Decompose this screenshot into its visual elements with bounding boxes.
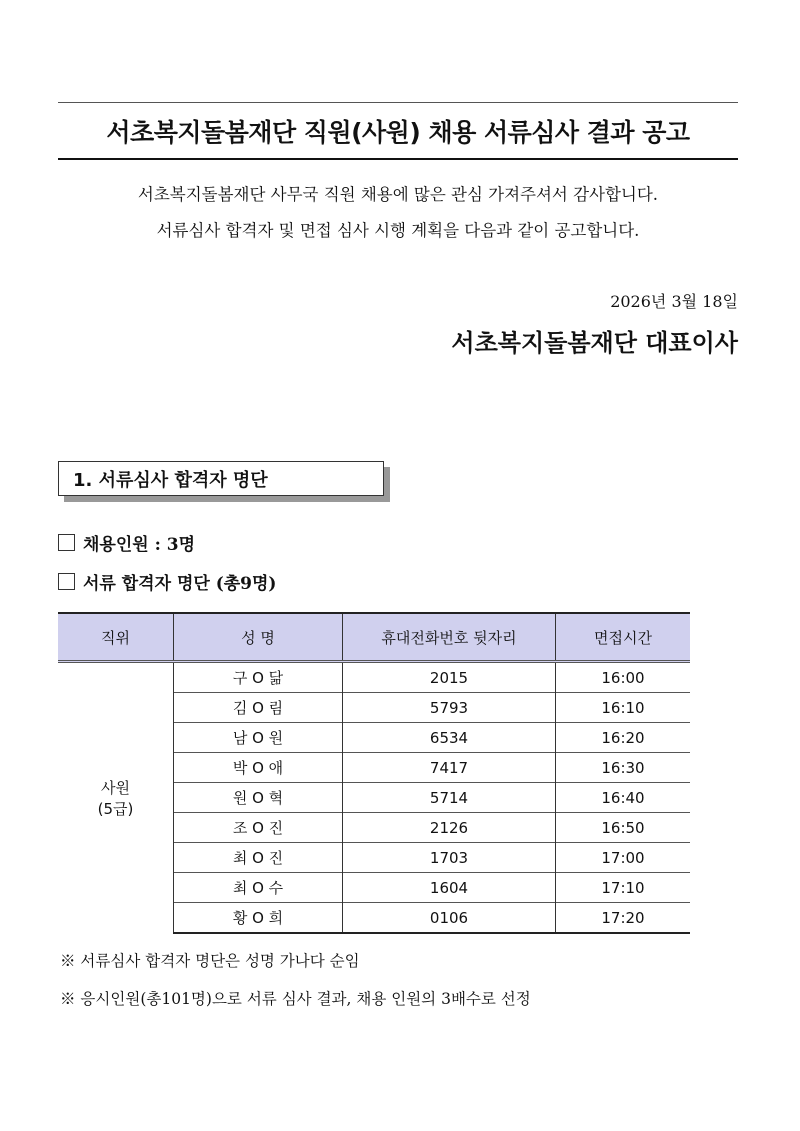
name-cell: 조 O 진: [174, 813, 343, 843]
interview-time-cell: 16:40: [556, 783, 691, 813]
col-header-name: 성 명: [174, 613, 343, 662]
name-cell: 박 O 애: [174, 753, 343, 783]
interview-time-cell: 16:10: [556, 693, 691, 723]
announcement-date: 2026년 3월 18일: [610, 292, 738, 311]
interview-time-cell: 17:20: [556, 903, 691, 934]
passers-table: [58, 612, 690, 934]
item-hiring-count: [58, 530, 195, 555]
name-cell: 구 O 닮: [174, 662, 343, 693]
interview-time-cell: 16:50: [556, 813, 691, 843]
position-cell: [58, 662, 174, 934]
name-cell: 원 O 혁: [174, 783, 343, 813]
item-text: 채용인원 : 3명: [83, 535, 196, 555]
name-cell: 김 O 림: [174, 693, 343, 723]
interview-time-cell: 16:30: [556, 753, 691, 783]
table-row: [58, 662, 690, 693]
interview-time-cell: 16:20: [556, 723, 691, 753]
section-heading: 1. 서류심사 합격자 명단: [58, 461, 384, 496]
phone-last-digits-cell: 7417: [343, 753, 556, 783]
name-cell: 최 O 진: [174, 843, 343, 873]
interview-time-cell: 17:00: [556, 843, 691, 873]
phone-last-digits-cell: 6534: [343, 723, 556, 753]
name-cell: 황 O 희: [174, 903, 343, 934]
name-cell: 최 O 수: [174, 873, 343, 903]
footnote-1: ※ 서류심사 합격자 명단은 성명 가나다 순임: [60, 952, 360, 970]
name-cell: 남 O 원: [174, 723, 343, 753]
item-passers-list: [58, 569, 276, 594]
col-header-position: 직위: [58, 613, 174, 662]
document-title: 서초복지돌봄재단 직원(사원) 채용 서류심사 결과 공고: [58, 102, 738, 160]
organization-signature: 서초복지돌봄재단 대표이사: [451, 328, 738, 357]
phone-last-digits-cell: 2015: [343, 662, 556, 693]
phone-last-digits-cell: 0106: [343, 903, 556, 934]
col-header-phone: 휴대전화번호 뒷자리: [343, 613, 556, 662]
checkbox-icon: [58, 573, 75, 590]
phone-last-digits-cell: 1703: [343, 843, 556, 873]
phone-last-digits-cell: 2126: [343, 813, 556, 843]
checkbox-icon: [58, 534, 75, 551]
interview-time-cell: 17:10: [556, 873, 691, 903]
col-header-time: 면접시간: [556, 613, 691, 662]
interview-time-cell: 16:00: [556, 662, 691, 693]
phone-last-digits-cell: 5714: [343, 783, 556, 813]
footnote-2: ※ 응시인원(총101명)으로 서류 심사 결과, 채용 인원의 3배수로 선정: [60, 990, 531, 1008]
intro-line-1: 서초복지돌봄재단 사무국 직원 채용에 많은 관심 가져주셔서 감사합니다.: [137, 185, 659, 204]
phone-last-digits-cell: 1604: [343, 873, 556, 903]
item-text: 서류 합격자 명단 (총9명): [83, 574, 277, 594]
position-grade: (5급): [97, 800, 134, 818]
phone-last-digits-cell: 5793: [343, 693, 556, 723]
position-label: 사원: [101, 779, 130, 797]
intro-line-2: 서류심사 합격자 및 면접 심사 시행 계획을 다음과 같이 공고합니다.: [156, 221, 640, 240]
